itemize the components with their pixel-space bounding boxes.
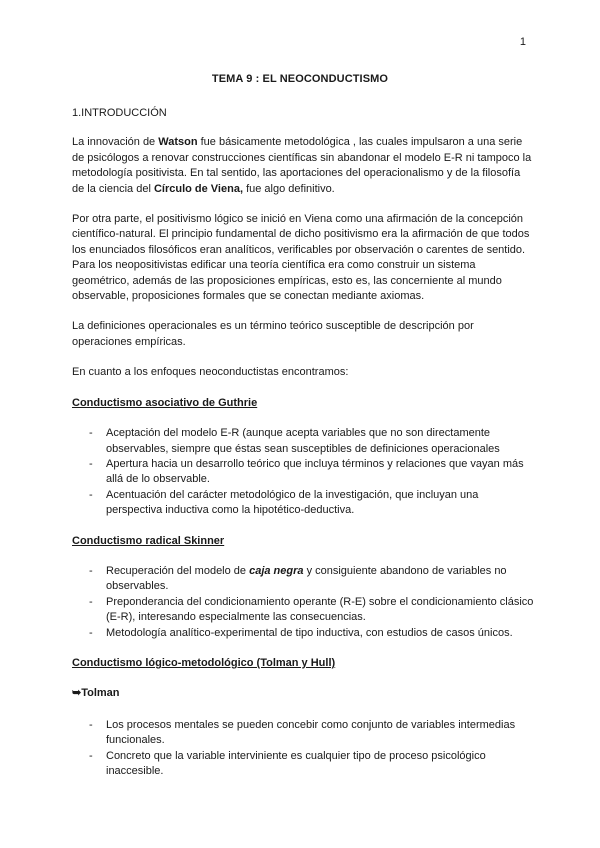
paragraph-watson: La innovación de Watson fue básicamente metodológica , las cuales impulsaron a una serie de psicólogos a renovar construcciones científicas sin abandonar el modelo E-R ni tampoco la metodología positivista. En tal sentido, las aportaciones del operacionalismo y de la filosofía de la ciencia del Círculo de Viena, fue algo definitivo.	[72, 136, 532, 195]
section-heading-introduccion: 1.INTRODUCCIÓN	[72, 107, 167, 119]
bold-watson: Watson	[158, 136, 198, 149]
list-item: - Recuperación del modelo de caja negra y consiguiente abandono de variables no observables.	[72, 564, 534, 595]
list-item: - Concreto que la variable interviniente es cualquier tipo de proceso psicológico inaccesible.	[72, 749, 534, 780]
document-body	[72, 106, 534, 794]
arrow-icon: ➥	[72, 687, 82, 700]
list-tolman	[72, 718, 534, 780]
list-item: - Acentuación del carácter metodológico de la investigación, que incluyan una perspectiva inductiva como la hipotético-deductiva.	[72, 488, 534, 519]
bold-circulo-viena: Círculo de Viena,	[153, 182, 244, 195]
list-item: - Aceptación del modelo E-R (aunque acepta variables que no son directamente observables, siempre que éstas sean susceptibles de definiciones operacionales	[72, 426, 534, 457]
paragraph-definiciones: La definiciones operacionales es un término teórico susceptible de descripción por operaciones empíricas.	[72, 320, 474, 348]
list-guthrie	[72, 426, 534, 518]
list-item: - Apertura hacia un desarrollo teórico que incluya términos y relaciones que vayan más allá de lo observable.	[72, 457, 534, 488]
page-number: 1	[519, 36, 526, 48]
document-title: TEMA 9 : EL NEOCONDUCTISMO	[211, 73, 389, 85]
paragraph-positivismo: Por otra parte, el positivismo lógico se inició en Viena como una afirmación de la concepción científico-natural. El principio fundamental de dicho positivismo era la afirmación de que todos los enunciados filosóficos eran analíticos, verificables por observación o carentes de sentido. Para los neopositivistas edificar una teoría científica era como construir un sistema geométrico, además de las proposiciones empíricas, esto es, las concerniente al mundo observable, proposiciones formales que se conectan mediante axiomas.	[72, 213, 530, 303]
heading-guthrie: Conductismo asociativo de Guthrie	[72, 396, 258, 409]
heading-tolman: ➥Tolman	[72, 687, 120, 700]
list-item: - Metodología analítico-experimental de tipo inductiva, con estudios de casos únicos.	[72, 626, 534, 641]
heading-skinner: Conductismo radical Skinner	[72, 534, 225, 547]
heading-tolman-hull: Conductismo lógico-metodológico (Tolman y Hull)	[72, 656, 336, 669]
list-item: - Preponderancia del condicionamiento operante (R-E) sobre el condicionamiento clásico (E-R), interesando especialmente las consecuencias.	[72, 595, 534, 626]
list-item: - Los procesos mentales se pueden concebir como conjunto de variables intermedias funcionales.	[72, 718, 534, 749]
paragraph-enfoques: En cuanto a los enfoques neoconductistas encontramos:	[72, 366, 349, 379]
emphasis-caja-negra: caja negra	[249, 564, 304, 577]
list-skinner	[72, 564, 534, 641]
